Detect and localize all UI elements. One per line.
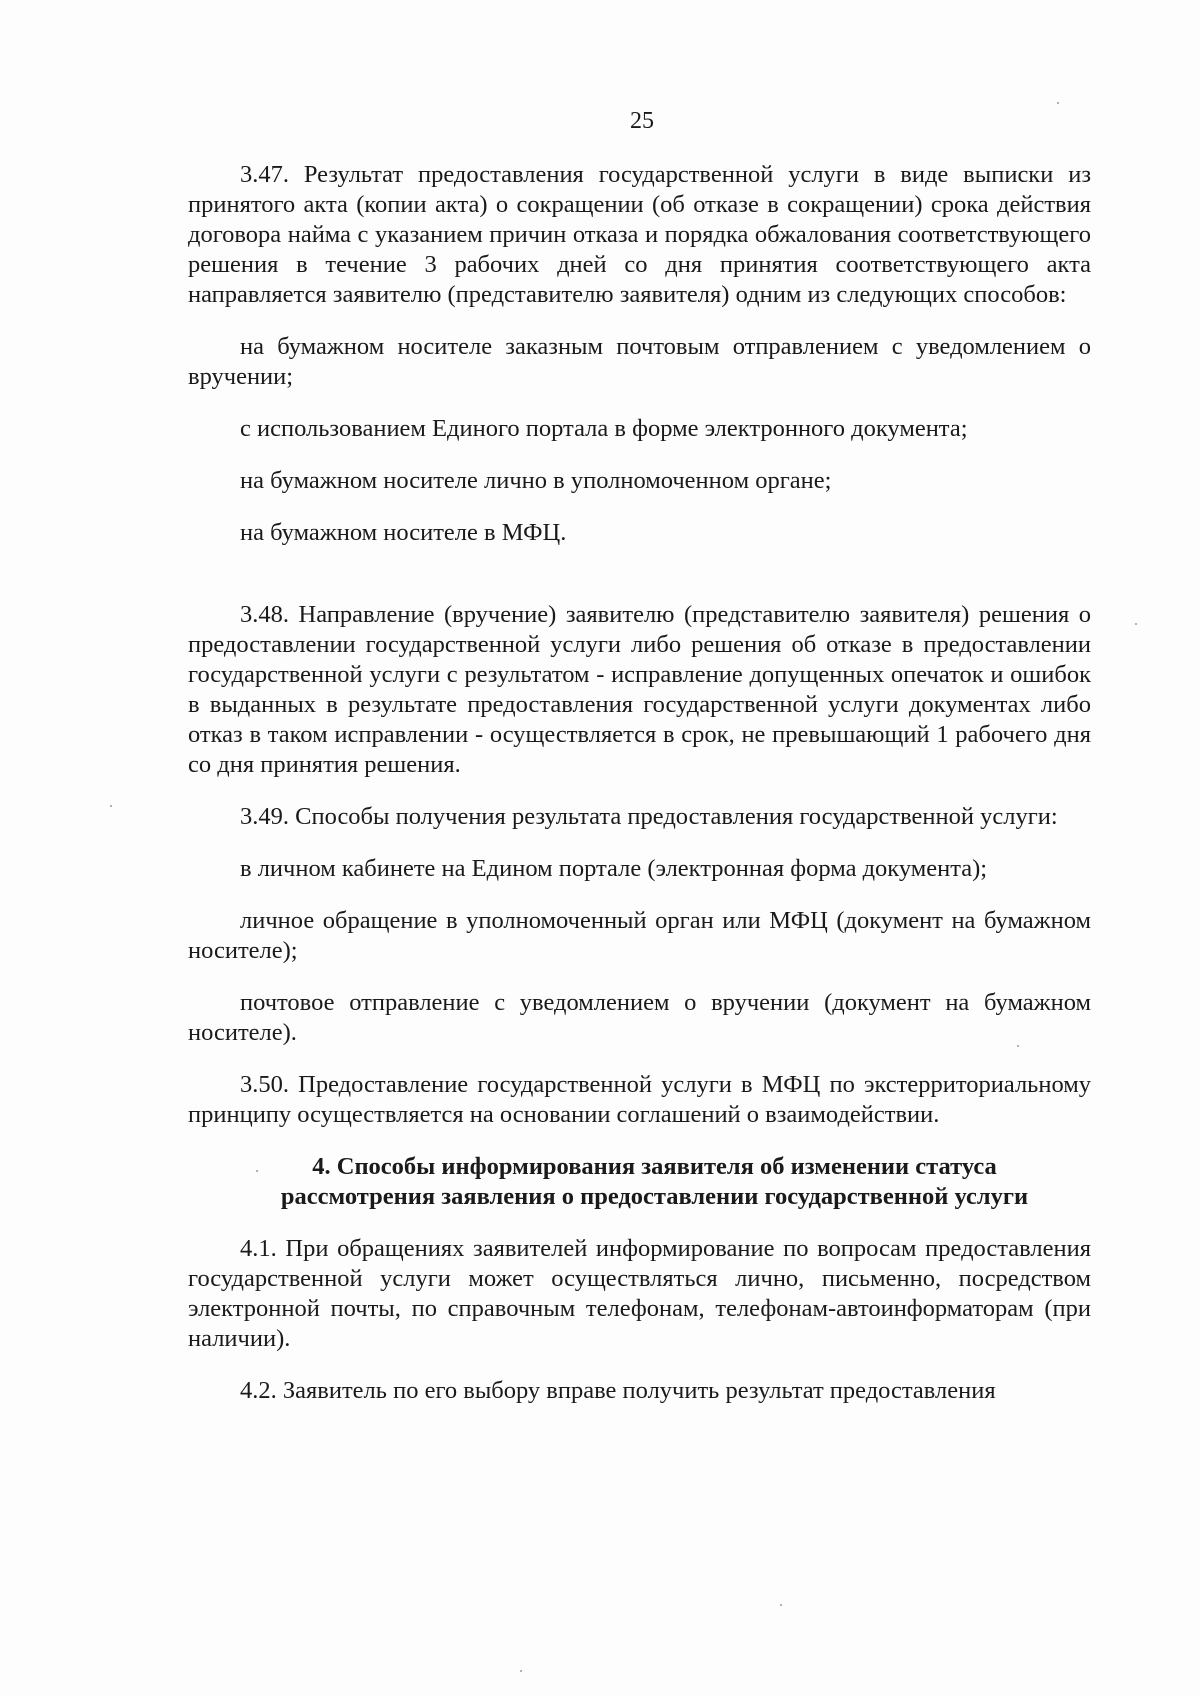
list-item-mfc: на бумажном носителе в МФЦ. (240, 519, 567, 546)
page-number: 25 (630, 108, 654, 134)
page-content (188, 160, 1091, 1428)
section-heading-line-2: рассмотрения заявления о предоставлении государственной услуги (280, 1183, 1029, 1210)
scan-speck (110, 805, 112, 807)
paragraph-3-47: 3.47. Результат предоставления государственной услуги в виде выписки из принятого акта (копии акта) о сокращении (об отказе в сокращении) срока действия договора найма с указанием причин отказа и порядка обжалования соответствующего решения в течение 3 рабочих дней со дня принятия соответствующего акта направляется заявителю (представителю заявителя) одним из следующих способов: (188, 161, 1091, 308)
list-item-registered-mail: на бумажном носителе заказным почтовым отправлением с уведомлением о вручении; (188, 333, 1091, 390)
paragraph-3-48: 3.48. Направление (вручение) заявителю (представителю заявителя) решения о предоставлении государственной услуги либо решения об отказе в предоставлении государственной услуги с результатом - исправление допущенных опечаток и ошибок в выданных в результате предоставления государственной услуги документах либо отказ в таком исправлении - осуществляется в срок, не превышающий 1 рабочего дня со дня принятия решения. (188, 601, 1091, 778)
paragraph-4-1: 4.1. При обращениях заявителей информирование по вопросам предоставления государственной услуги может осуществляться лично, письменно, посредством электронной почты, по справочным телефонам, телефонам-автоинформаторам (при наличии). (188, 1235, 1091, 1352)
list-item-in-person-authority: на бумажном носителе лично в уполномоченном органе; (240, 467, 832, 494)
scan-speck (1017, 1045, 1019, 1047)
paragraph-4-2: 4.2. Заявитель по его выбору вправе получить результат предоставления (240, 1377, 996, 1404)
paragraph-3-49: 3.49. Способы получения результата предоставления государственной услуги: (240, 803, 1058, 830)
list-item-postal: почтовое отправление с уведомлением о вручении (документ на бумажном носителе). (188, 989, 1091, 1046)
section-heading (188, 1152, 1091, 1212)
scan-speck (1057, 102, 1059, 104)
scan-speck (256, 1170, 258, 1172)
scan-speck (520, 1670, 522, 1672)
scan-speck (780, 1604, 782, 1606)
paragraph-3-50: 3.50. Предоставление государственной услуги в МФЦ по экстерриториальному принципу осуществляется на основании соглашений о взаимодействии. (188, 1071, 1091, 1128)
list-item-personal-visit: личное обращение в уполномоченный орган или МФЦ (документ на бумажном носителе); (188, 907, 1091, 964)
list-item-unified-portal: с использованием Единого портала в форме электронного документа; (240, 415, 968, 442)
list-item-personal-account: в личном кабинете на Едином портале (электронная форма документа); (240, 855, 988, 882)
section-heading-line-1: 4. Способы информирования заявителя об изменении статуса (312, 1153, 997, 1180)
scan-speck (1135, 623, 1137, 625)
